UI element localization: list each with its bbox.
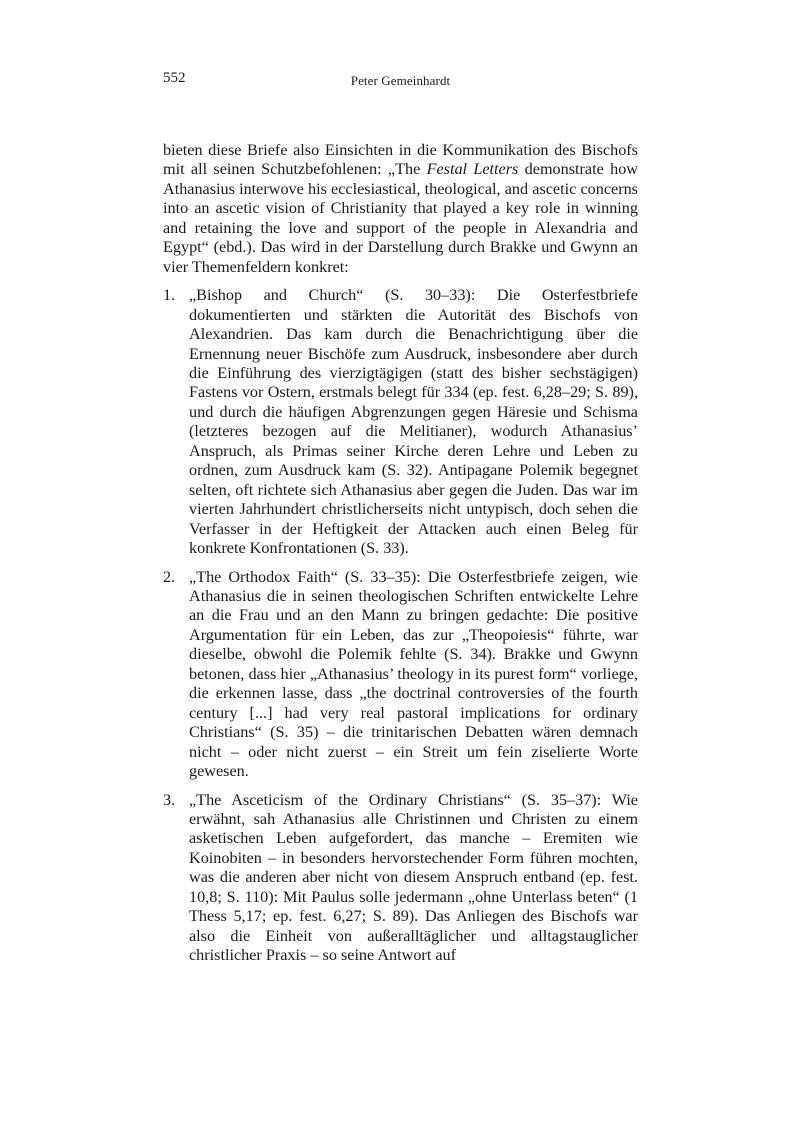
intro-text-part2: demonstrate how Athanasius interwove his ecclesiastical, theological, and ascetic concerns into an ascetic vision of Christianity that played a key role in winning and retaining the love and support of the people in Alexandria and Egypt“ (ebd.). Das wird in der Darstellung durch Brakke und Gwynn an vier Themenfeldern konkret: [163, 160, 638, 276]
list-item [163, 286, 638, 558]
list-item-number: 3. [163, 790, 176, 809]
intro-paragraph [163, 141, 638, 277]
body-text [163, 141, 638, 966]
running-head [163, 70, 638, 90]
list-item-text: „The Orthodox Faith“ (S. 33–35): Die Osterfestbriefe zeigen, wie Athanasius die in seinen theologischen Schriften entwickelte Lehre an die Frau und an den Mann zu bringen gedachte: Die positive Argumentation für ein Leben, das zur „Theopoiesis“ führte, war dieselbe, obwohl die Polemik fehlte (S. 34). Brakke und Gwynn betonen, dass hier „Athanasius’ theology in its purest form“ vorliege, die erkennen lasse, dass „the doctrinal controversies of the fourth century [...] had very real pastoral implications for ordinary Christians“ (S. 35) – die trinitarischen Debatten wären demnach nicht – oder nicht zuerst – ein Streit um fein ziselierte Worte gewesen. [189, 567, 638, 781]
theme-list [163, 286, 638, 965]
list-item-number: 2. [163, 567, 176, 586]
page-number: 552 [163, 70, 186, 86]
list-item [163, 568, 638, 782]
list-item-number: 1. [163, 286, 176, 305]
intro-italic-title: Festal Letters [426, 160, 519, 179]
list-item [163, 791, 638, 966]
running-author: Peter Gemeinhardt [350, 73, 451, 88]
intro-text-part1: bieten diese Briefe also Einsichten in die Kommunikation des Bischofs mit all seinen Schutzbefohlenen: „The [163, 141, 638, 179]
list-item-text: „The Asceticism of the Ordinary Christians“ (S. 35–37): Wie erwähnt, sah Athanasius alle Christinnen und Christen zu einem asketischen Leben aufgefordert, das manche – Eremiten wie Koinobiten – in besonders hervorstechender Form führen mochten, was die anderen aber nicht von diesem Anspruch entband (ep. fest. 10,8; S. 110): Mit Paulus solle jedermann „ohne Unterlass beten“ (1 Thess 5,17; ep. fest. 6,27; S. 89). Das Anliegen des Bischofs war also die Einheit von außeralltäglicher und alltagstauglicher christlicher Praxis – so seine Antwort auf [189, 790, 638, 965]
list-item-text: „Bishop and Church“ (S. 30–33): Die Osterfestbriefe dokumentierten und stärkten die Autorität des Bischofs von Alexandrien. Das kam durch die Benachrichtigung über die Ernennung neuer Bischöfe zum Ausdruck, insbesondere aber durch die Einführung des vierzigtägigen (statt des bisher sechstägigen) Fastens vor Ostern, erstmals belegt für 334 (ep. fest. 6,28–29; S. 89), und durch die häufigen Abgrenzungen gegen Häresie und Schisma (letzteres bezogen auf die Melitianer), wodurch Athanasius’ Anspruch, als Primas seiner Kirche deren Lehre und Leben zu ordnen, zum Ausdruck kam (S. 32). Antipagane Polemik begegnet selten, oft richtete sich Athanasius aber gegen die Juden. Das war im vierten Jahrhundert christlicherseits nicht untypisch, doch sehen die Verfasser in der Heftigkeit der Attacken auch einen Beleg für konkrete Konfrontationen (S. 33). [189, 286, 638, 558]
